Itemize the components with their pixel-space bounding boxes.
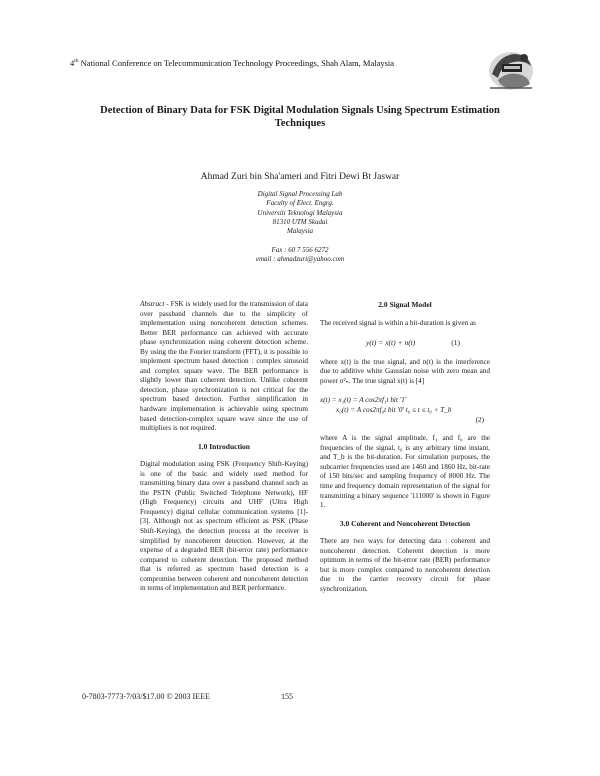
equation-1 — [320, 338, 490, 348]
signal-model-after-eq2: where A is the signal amplitude, f₁ and f₀ are the frequencies of the signal, t₀ is any arbitrary time instant, and T_b is the bit-duration. For simulation purposes, the subcarrier frequencies used are 1460 and 1860 Hz, bit-rate of 150 bits/sec and sampling frequency of 8000 Hz. The time and frequency domain representation of the signal for transmitting a binary sequence '111000' is shown in Figure 1. — [320, 434, 490, 510]
section-heading-introduction: 1.0 Introduction — [198, 441, 250, 451]
abstract-paragraph — [140, 300, 308, 434]
abstract-text: - FSK is widely used for the transmission of data over passband channels due to the simplicity of implementation using noncoherent detection schemes. Better BER performance can achieved with accurate phase synchronization using coherent detection scheme. By using the the Fourier transform (FFT), it is possible to implement spectrum based detection : complex sinusoid and complex square wave. The BER performance is slightly lower than coherent detection. Unlike coherent detection, phase synchronization is not critical for the spectrum based detection. Further simplification in hardware implementation is achievable using spectrum based detection-complex square wave since the use of multipliers is not required. — [140, 300, 308, 433]
affiliation-university: Universiti Teknologi Malaysia — [257, 208, 343, 217]
right-column — [320, 300, 490, 594]
author-affiliation — [200, 190, 400, 236]
equation-2-line-2: x₀(t) = A cos2πf₀t bit '0' t₀ ≤ t ≤ t₀ + T_b — [336, 406, 452, 415]
equation-1-number: (1) — [451, 338, 460, 348]
conference-ordinal: 4 — [70, 58, 75, 68]
equation-2 — [320, 395, 490, 425]
equation-1-body: y(t) = x(t) + n(t) — [366, 338, 416, 348]
author-contact — [200, 246, 400, 265]
affiliation-country: Malaysia — [286, 227, 314, 236]
conference-header — [70, 58, 470, 68]
coherent-paragraph: There are two ways for detecting data : coherent and noncoherent detection. Coherent detection is more optimum in terms of the bit-error rate (BER) performance but is more complex compared to noncoherent detection due to the carrier recovery circuit for phase synchronization. — [320, 537, 490, 593]
paper-authors: Ahmad Zuri bin Sha'ameri and Fitri Dewi Bt Jaswar — [200, 172, 400, 182]
section-heading-signal-model: 2.0 Signal Model — [378, 300, 432, 309]
introduction-paragraph: Digital modulation using FSK (Frequency Shift-Keying) is one of the basic and widely used method for transmitting binary data over a passband channel such as the PSTN (Public Switched Telephone Network), HF (High Frequency) circuits and UHF (Ultra High Frequency) digital cellular communication systems [1]-[3]. Although not as spectrum efficient as PSK (Phase Shift-Keying), the detection process at the receiver is simplified by noncoherent detection. However, at the expense of a degraded BER (bit-error rate) performance compared to coherent detection. The proposed method that is referred as spectrum based detection is a compromise between coherent and noncoherent detection in terms of implementation and BER performance. — [140, 460, 308, 593]
signal-model-intro: The received signal is within a bit-duration is given as — [320, 318, 476, 327]
contact-fax: Fax : 60 7 556 6272 — [271, 246, 329, 254]
equation-2-line-1: x(t) = x₁(t) = A cos2πf₁t bit '1' — [320, 396, 407, 405]
contact-email: email : ahmadzuri@yahoo.com — [255, 255, 345, 264]
affiliation-address: 81310 UTM Skudai — [272, 217, 328, 226]
abstract-label: Abstract — [140, 300, 165, 308]
nctt-conference-logo-icon — [484, 44, 536, 96]
signal-model-after-eq1: where x(t) is the true signal, and n(t) is the interference due to additive white Gaussian noise with zero mean and power σ²ₙ. The true signal x(t) is [4] — [320, 357, 490, 385]
affiliation-lab: Digital Signal Processing Lab — [257, 190, 343, 198]
section-heading-coherent: 3.0 Coherent and Noncoherent Detection — [339, 518, 471, 528]
conference-name: National Conference on Telecommunication Technology Proceedings, Shah Alam, Malaysia — [78, 58, 395, 68]
left-column — [140, 300, 308, 594]
page-number: 155 — [281, 692, 293, 701]
conference-ordinal-suffix: th — [74, 58, 79, 65]
affiliation-faculty: Faculty of Elect. Engrg. — [266, 199, 334, 208]
equation-2-number: (2) — [475, 416, 484, 425]
copyright-notice: 0-7803-7773-7/03/$17.00 © 2003 IEEE — [82, 692, 210, 701]
paper-title: Detection of Binary Data for FSK Digital Modulation Signals Using Spectrum Estimation Techniques — [100, 105, 500, 129]
